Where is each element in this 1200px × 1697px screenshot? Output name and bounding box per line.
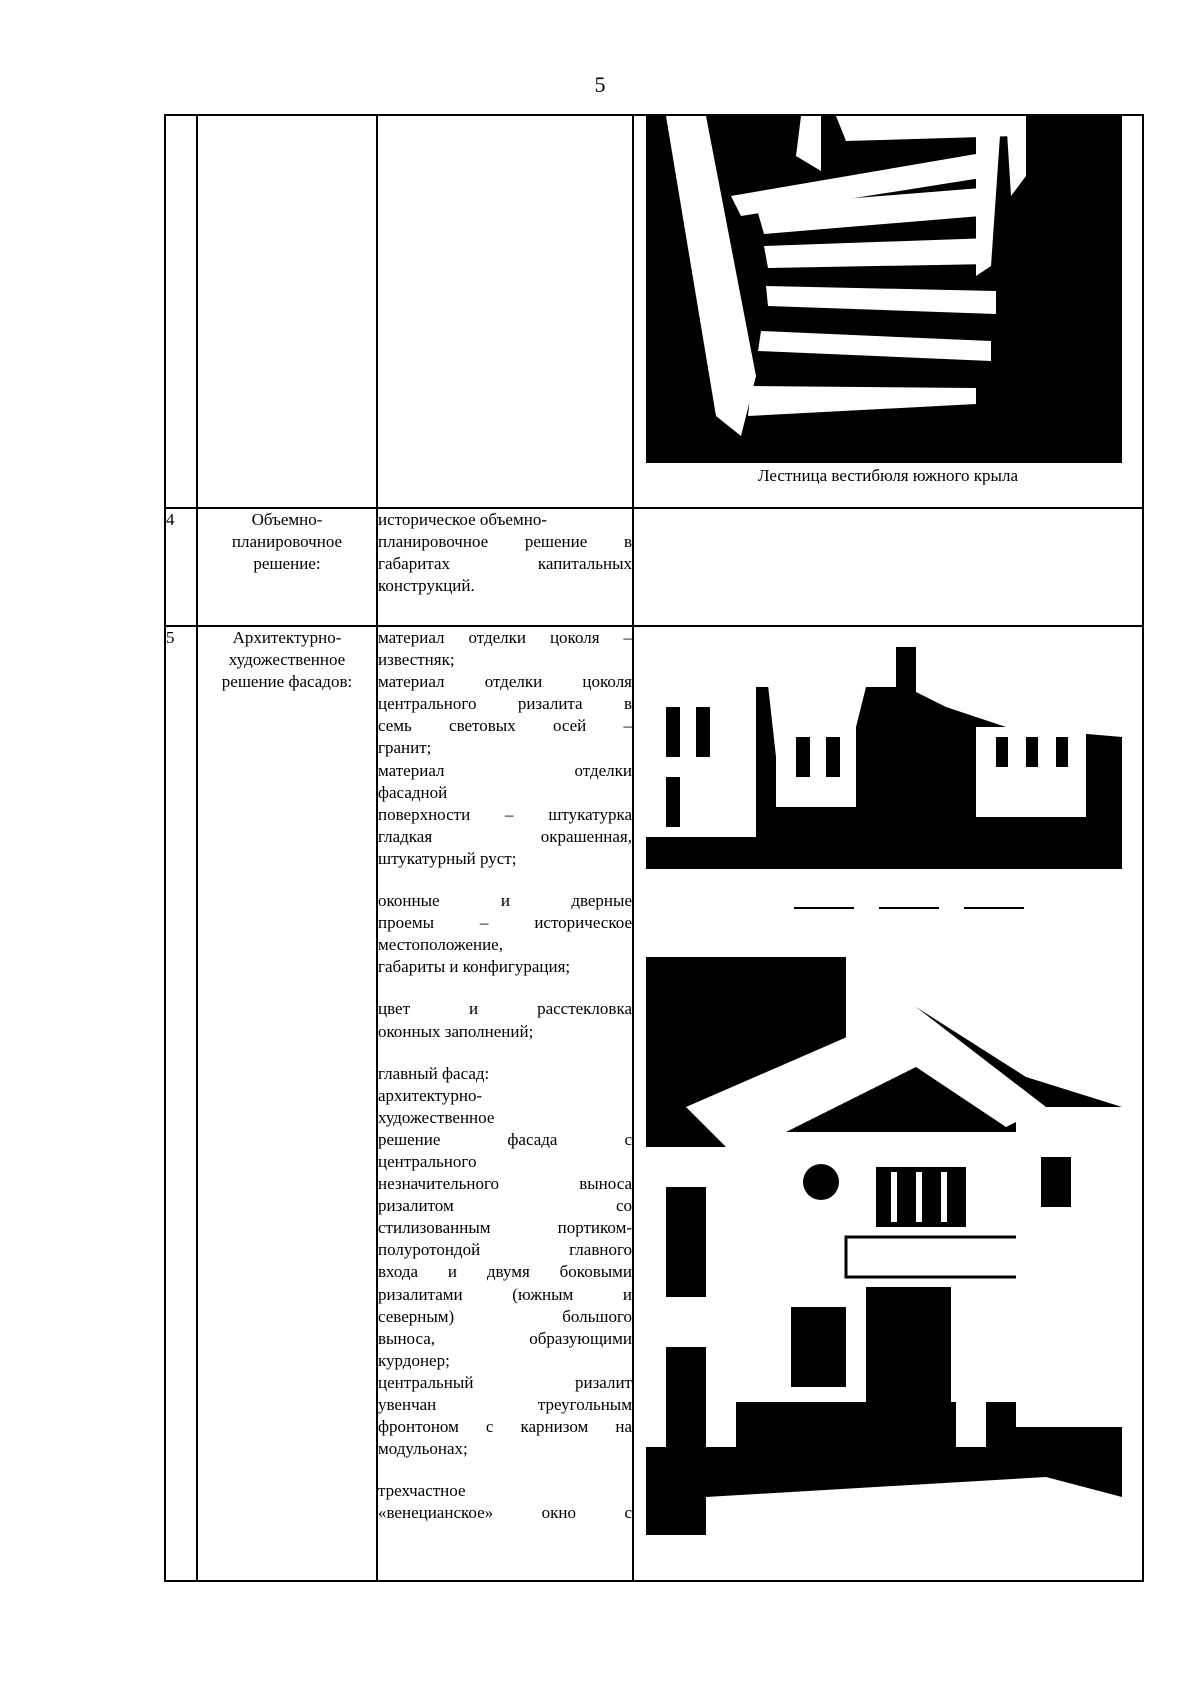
table-row: [165, 626, 1143, 1581]
image-separator: [794, 907, 1024, 909]
row-description: [377, 115, 633, 508]
staircase-illustration: [646, 116, 1122, 463]
image-cell: [633, 508, 1143, 626]
table-row: [165, 508, 1143, 626]
monument-table: [164, 114, 1144, 1582]
facade-photo-wide: [646, 647, 1122, 869]
row-number: [165, 115, 197, 508]
paragraph-glazing: цвет и расстекловка оконных заполнений;: [378, 999, 632, 1041]
staircase-photo: [646, 116, 1122, 463]
table-row: [165, 115, 1143, 508]
row-title: Архитектурно- художественное решение фасадов:: [197, 626, 377, 1581]
row-number: 4: [165, 508, 197, 626]
paragraph-openings: оконные и дверные проемы – историческое местоположение, габариты и конфигурация;: [378, 891, 632, 977]
facade-photo-main: [646, 957, 1122, 1535]
staircase-caption: Лестница вестибюля южного крыла: [757, 466, 1019, 485]
page-number: 5: [594, 72, 606, 97]
paragraph-window: трехчастное «венецианское» окно с: [378, 1481, 632, 1523]
paragraph-materials: материал отделки цоколя – известняк; материал отделки цоколя центрального ризалита в семь световых осей – гранит; материал отделки фасадной поверхности – штукатурка гладкая окрашенная, штукатурный руст;: [378, 628, 632, 868]
paragraph-main-facade: главный фасад: архитектурно- художественное решение фасада с центрального незначительного выноса ризалитом со стилизованным портиком- полуротондой главного входа и двумя боковыми ризалитами (южным и северным) большого выноса, образующими курдонер; центральный ризалит увенчан треугольным фронтоном с карнизом на модульонах;: [378, 1063, 632, 1459]
facade-wide-illustration: [646, 647, 1122, 869]
image-cell: [633, 115, 1143, 508]
row-description: [377, 626, 633, 1581]
image-cell: [633, 626, 1143, 1581]
row-description: историческое объемно- планировочное решение в габаритах капитальных конструкций.: [377, 508, 633, 626]
row-title: [197, 115, 377, 508]
row-title: Объемно- планировочное решение:: [197, 508, 377, 626]
row-number: 5: [165, 626, 197, 1581]
facade-main-illustration: [646, 957, 1122, 1535]
